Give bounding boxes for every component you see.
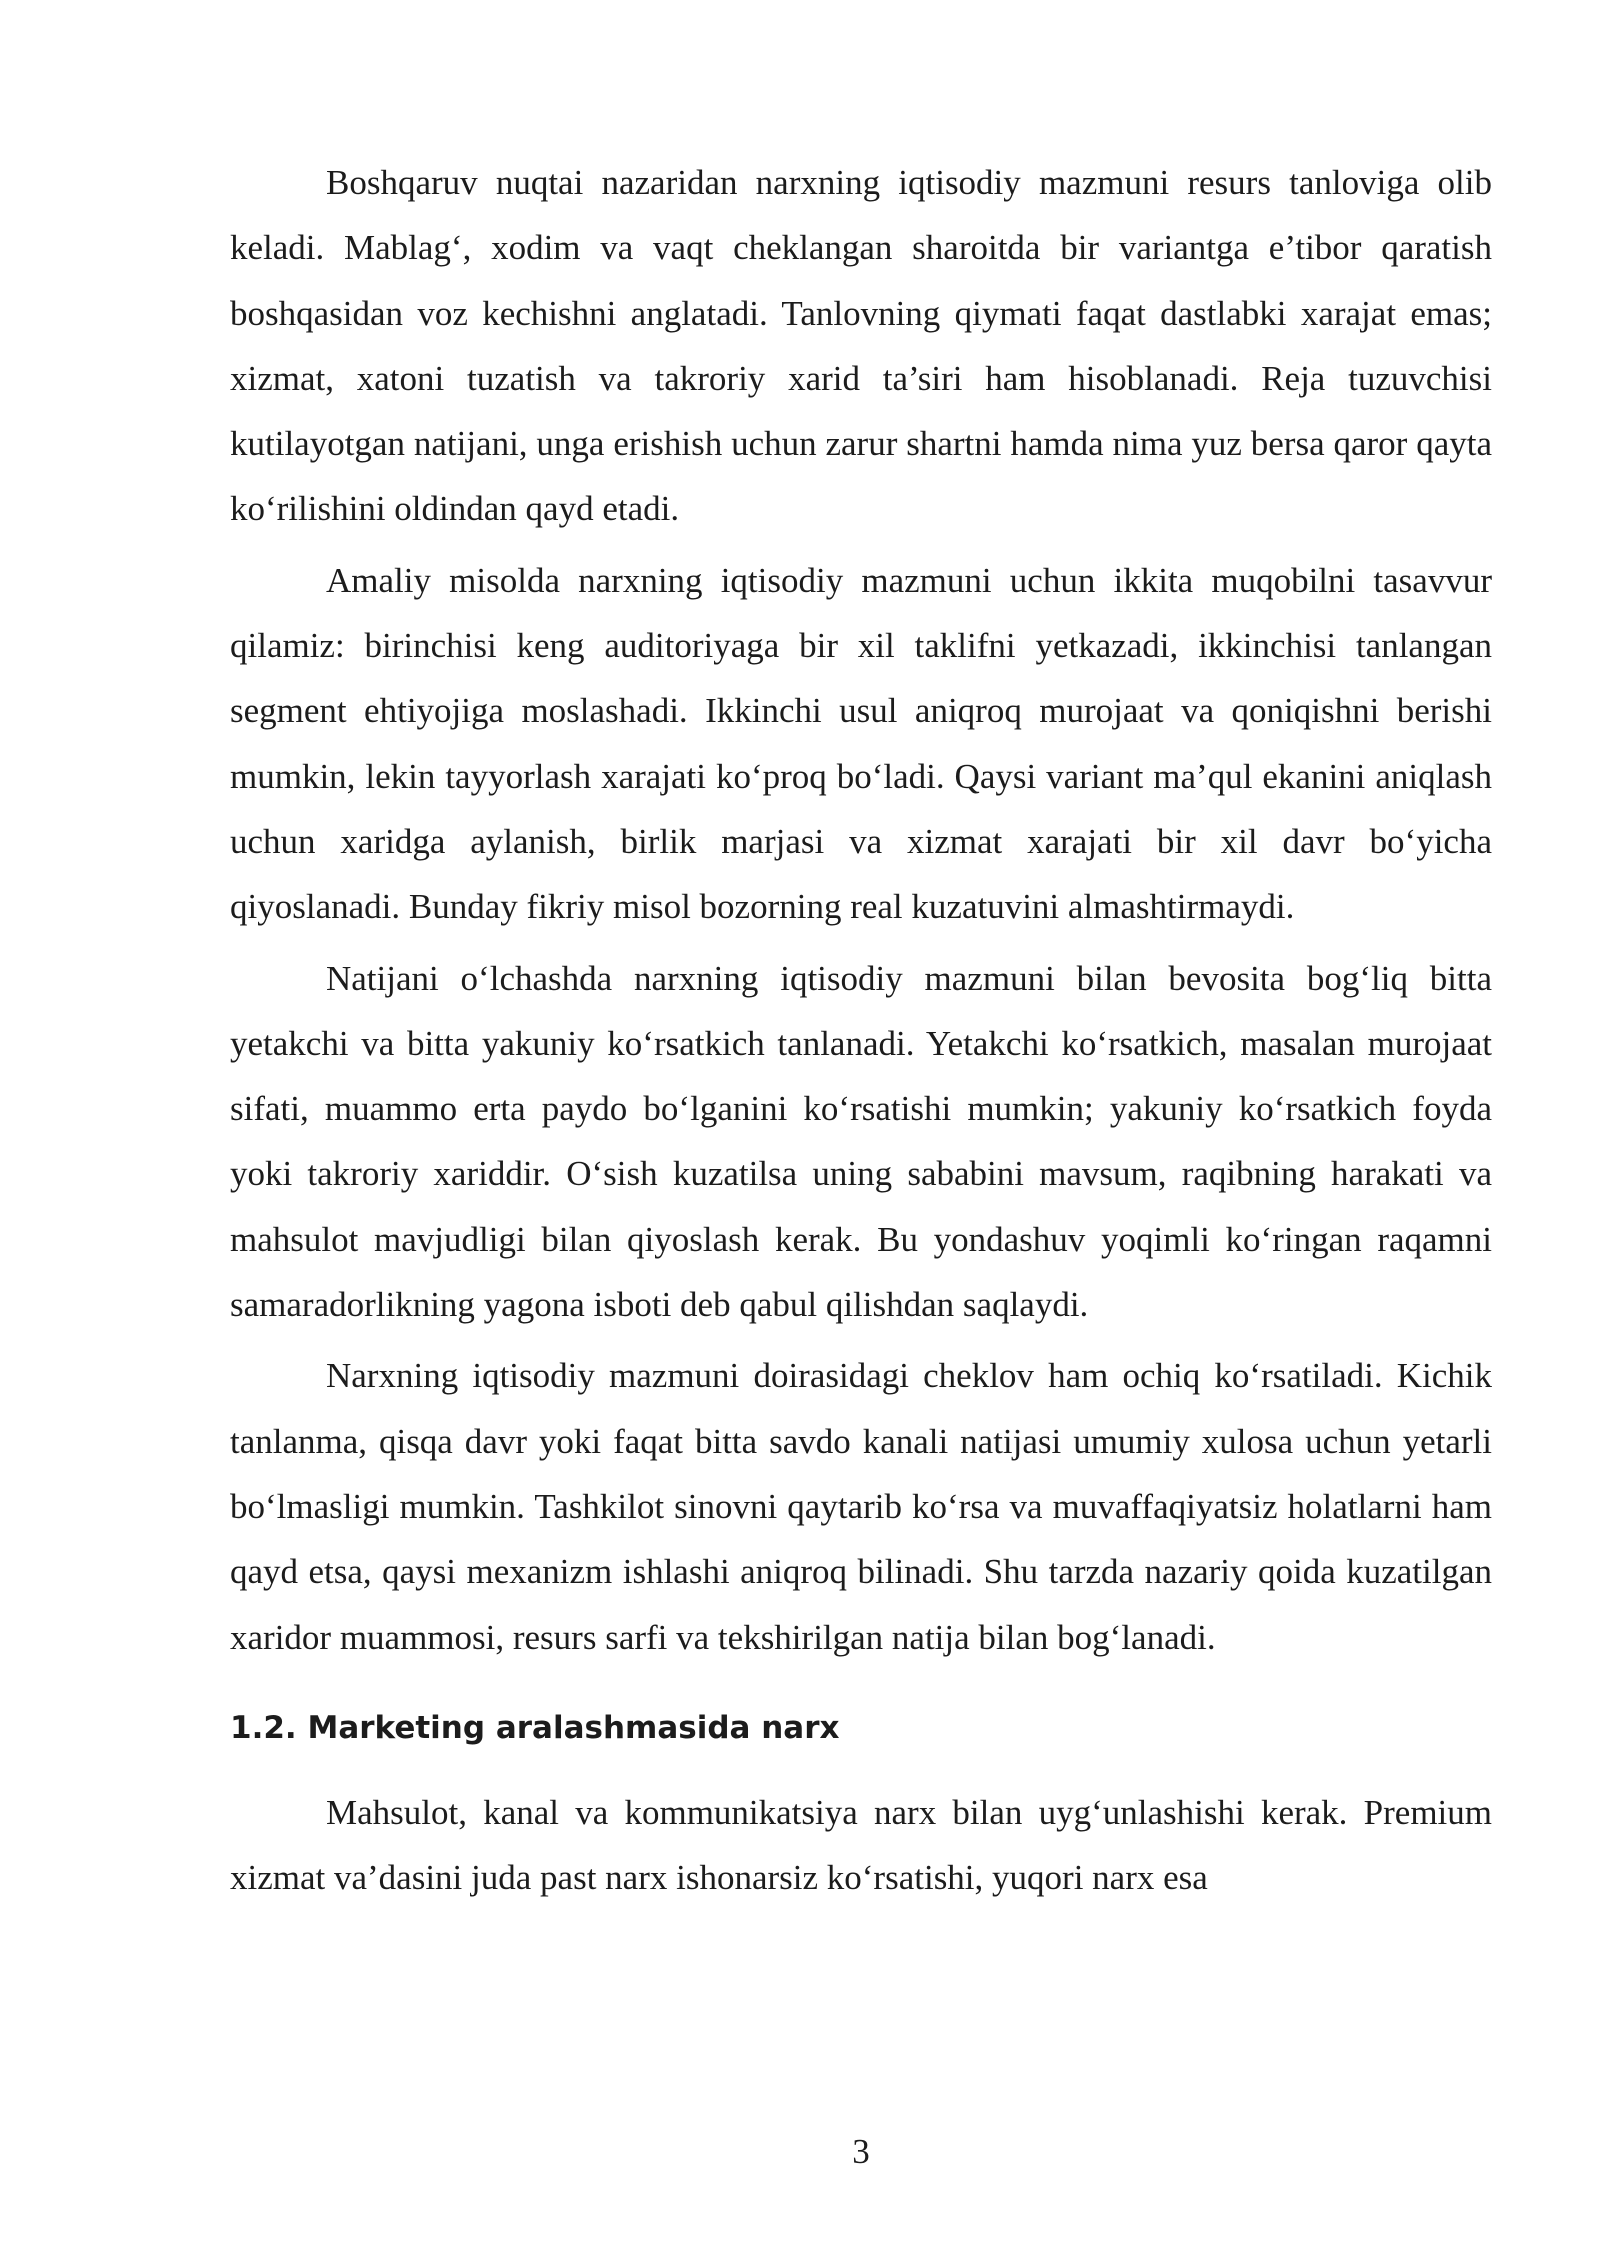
- section-heading: 1.2. Marketing aralashmasida narx: [230, 1709, 840, 1746]
- page-body: [230, 150, 1492, 1916]
- body-paragraph-2: Amaliy misolda narxning iqtisodiy mazmuni uchun ikkita muqobilni tasavvur qilamiz: birinchisi keng auditoriyaga bir xil taklifni yetkazadi, ikkinchisi tanlangan segment ehtiyojiga moslashadi. Ikkinchi usul aniqroq murojaat va qoniqishni berishi mumkin, lekin tayyorlash xarajati ko‘proq bo‘ladi. Qaysi variant ma’qul ekanini aniqlash uchun xaridga aylanish, birlik marjasi va xizmat xarajati bir xil davr bo‘yicha qiyoslanadi. Bunday fikriy misol bozorning real kuzatuvini almashtirmaydi.: [230, 560, 1492, 927]
- page-number: 3: [852, 2132, 870, 2171]
- body-paragraph-1: Boshqaruv nuqtai nazaridan narxning iqtisodiy mazmuni resurs tanloviga olib keladi. Mablag‘, xodim va vaqt cheklangan sharoitda bir variantga e’tibor qaratish boshqasidan voz kechishni anglatadi. Tanlovning qiymati faqat dastlabki xarajat emas; xizmat, xatoni tuzatish va takroriy xarid ta’siri ham hisoblanadi. Reja tuzuvchisi kutilayotgan natijani, unga erishish uchun zarur shartni hamda nima yuz bersa qaror qayta ko‘rilishini oldindan qayd etadi.: [230, 163, 1492, 529]
- body-paragraph-4: Narxning iqtisodiy mazmuni doirasidagi cheklov ham ochiq ko‘rsatiladi. Kichik tanlanma, qisqa davr yoki faqat bitta savdo kanali natijasi umumiy xulosa uchun yetarli bo‘lmasligi mumkin. Tashkilot sinovni qaytarib ko‘rsa va muvaffaqiyatsiz holatlarni ham qayd etsa, qaysi mexanizm ishlashi aniqroq bilinadi. Shu tarzda nazariy qoida kuzatilgan xaridor muammosi, resurs sarfi va tekshirilgan natija bilan bog‘lanadi.: [230, 1356, 1492, 1657]
- body-paragraph-3: Natijani o‘lchashda narxning iqtisodiy mazmuni bilan bevosita bog‘liq bitta yetakchi va bitta yakuniy ko‘rsatkich tanlanadi. Yetakchi ko‘rsatkich, masalan murojaat sifati, muammo erta paydo bo‘lganini ko‘rsatishi mumkin; yakuniy ko‘rsatkich foyda yoki takroriy xariddir. O‘sish kuzatilsa uning sababini mavsum, raqibning harakati va mahsulot mavjudligi bilan qiyoslash kerak. Bu yondashuv yoqimli ko‘ringan raqamni samaradorlikning yagona isboti deb qabul qilishdan saqlaydi.: [230, 958, 1492, 1325]
- body-paragraph-5: Mahsulot, kanal va kommunikatsiya narx bilan uyg‘unlashishi kerak. Premium xizmat va’dasini juda past narx ishonarsiz ko‘rsatishi, yuqori narx esa: [230, 1792, 1492, 1898]
